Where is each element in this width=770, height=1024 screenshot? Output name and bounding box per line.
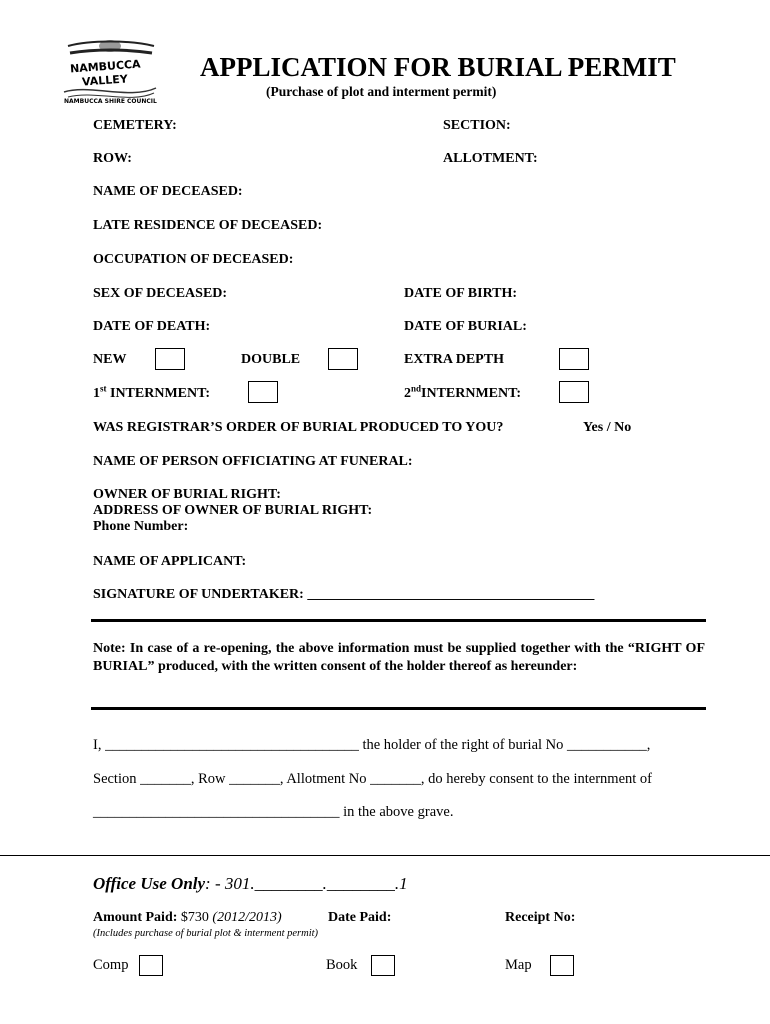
council-logo — [60, 34, 160, 108]
signature-line[interactable]: SIGNATURE OF UNDERTAKER: _________________________________________ — [93, 587, 595, 602]
includes-note: (Includes purchase of burial plot & interment permit) — [93, 928, 319, 939]
amount-year: (2012/2013) — [212, 910, 282, 925]
page-subtitle: (Purchase of plot and interment permit) — [266, 84, 497, 99]
sex-label: SEX OF DECEASED: — [93, 286, 228, 301]
book-label: Book — [326, 957, 358, 973]
late-residence-label: LATE RESIDENCE OF DECEASED: — [93, 218, 323, 233]
occupation-label: OCCUPATION OF DECEASED: — [93, 252, 294, 267]
reopening-note: Note: In case of a re-opening, the above information must be supplied together with the “RIGHT OF BURIAL” produced, with the written consent of the holder thereof as hereunder: — [93, 641, 705, 674]
new-checkbox[interactable] — [155, 348, 185, 370]
name-deceased-label: NAME OF DECEASED: — [93, 184, 243, 199]
first-internment-label — [93, 383, 211, 402]
first-internment-checkbox[interactable] — [248, 381, 278, 403]
map-checkbox[interactable] — [550, 955, 574, 976]
second-sup: nd — [411, 383, 422, 394]
second-num: 2 — [404, 386, 411, 401]
consent-line-1[interactable]: I, ___________________________________ the holder of the right of burial No ___________, — [93, 737, 651, 753]
date-birth-label: DATE OF BIRTH: — [404, 286, 518, 301]
owner-label: OWNER OF BURIAL RIGHT: — [93, 487, 281, 502]
double-checkbox[interactable] — [328, 348, 358, 370]
second-internment-label — [404, 383, 522, 402]
phone-label: Phone Number: — [93, 519, 189, 534]
map-label: Map — [505, 957, 532, 973]
consent-line-3[interactable]: __________________________________ in the above grave. — [93, 804, 454, 820]
applicant-label: NAME OF APPLICANT: — [93, 554, 247, 569]
allotment-label: ALLOTMENT: — [443, 151, 538, 166]
extra-depth-label: EXTRA DEPTH — [404, 352, 504, 367]
double-label: DOUBLE — [241, 352, 301, 367]
new-label: NEW — [93, 352, 127, 367]
comp-label: Comp — [93, 957, 129, 973]
book-checkbox[interactable] — [371, 955, 395, 976]
receipt-label: Receipt No: — [505, 910, 576, 925]
section-label: SECTION: — [443, 118, 511, 133]
amount-paid-row — [93, 910, 282, 926]
divider-bottom — [91, 707, 706, 710]
second-internment-text: INTERNMENT: — [421, 386, 522, 401]
yes-no-option[interactable]: Yes / No — [583, 420, 632, 435]
consent-line-2[interactable]: Section _______, Row _______, Allotment No _______, do hereby consent to the internment of — [93, 771, 652, 787]
amount-value: $730 — [177, 910, 213, 925]
first-sup: st — [100, 383, 107, 394]
office-use-code: : - 301.________.________.1 — [205, 874, 408, 893]
logo-text-valley: VALLEY — [81, 72, 129, 89]
first-num: 1 — [93, 386, 100, 401]
owner-address-label: ADDRESS OF OWNER OF BURIAL RIGHT: — [93, 503, 373, 518]
comp-checkbox[interactable] — [139, 955, 163, 976]
divider-top — [91, 619, 706, 622]
registrar-question: WAS REGISTRAR’S ORDER OF BURIAL PRODUCED TO YOU? — [93, 420, 504, 435]
cemetery-label: CEMETERY: — [93, 118, 177, 133]
office-use-label: Office Use Only — [93, 874, 206, 893]
date-burial-label: DATE OF BURIAL: — [404, 319, 527, 334]
date-paid-label: Date Paid: — [328, 910, 392, 925]
office-divider — [0, 855, 770, 856]
date-death-label: DATE OF DEATH: — [93, 319, 211, 334]
row-label: ROW: — [93, 151, 132, 166]
extra-depth-checkbox[interactable] — [559, 348, 589, 370]
first-internment-text: INTERNMENT: — [106, 386, 211, 401]
logo-text-nambucca: NAMBUCCA — [69, 57, 142, 76]
logo-council-text: NAMBUCCA SHIRE COUNCIL — [64, 98, 157, 105]
officiating-label: NAME OF PERSON OFFICIATING AT FUNERAL: — [93, 454, 413, 469]
page-title: APPLICATION FOR BURIAL PERMIT — [200, 52, 676, 82]
second-internment-checkbox[interactable] — [559, 381, 589, 403]
office-use-heading — [93, 874, 408, 894]
amount-label: Amount Paid: — [93, 910, 178, 925]
